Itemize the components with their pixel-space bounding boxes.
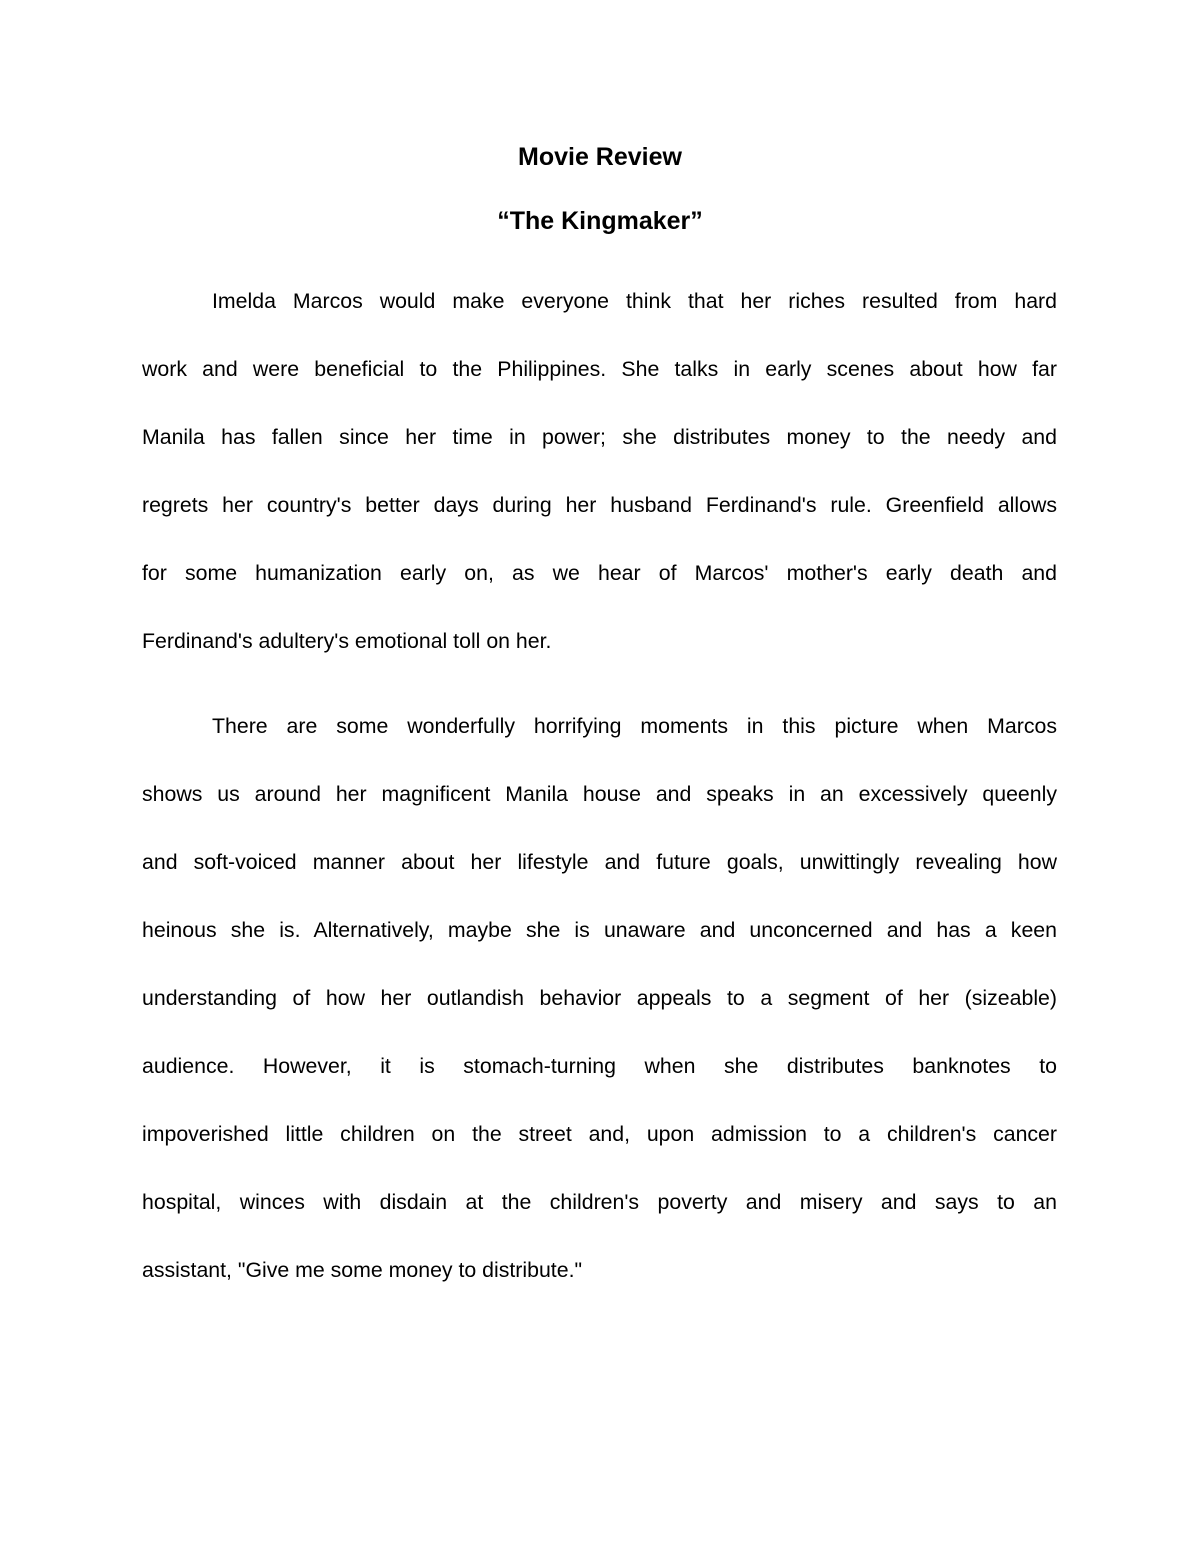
paragraph-2 [142,711,1057,1323]
document-title: Movie Review [518,143,682,171]
paragraph-line: Ferdinand's adultery's emotional toll on her. [142,629,552,653]
paragraph-line: Imelda Marcos would make everyone think that her riches resulted from hard [212,289,1057,313]
paragraph-line: audience. However, it is stomach-turning when she distributes banknotes to [142,1054,1057,1078]
paragraph-line: hospital, winces with disdain at the children's poverty and misery and says to an [142,1190,1057,1214]
paragraph-line: work and were beneficial to the Philippines. She talks in early scenes about how far [142,357,1057,381]
paragraph-line: assistant, "Give me some money to distribute." [142,1258,583,1282]
paragraph-line: understanding of how her outlandish behavior appeals to a segment of her (sizeable) [142,986,1057,1010]
paragraph-line: and soft-voiced manner about her lifestyle and future goals, unwittingly revealing how [142,850,1057,874]
paragraph-line: impoverished little children on the street and, upon admission to a children's cancer [142,1122,1057,1146]
paragraph-line: Manila has fallen since her time in power; she distributes money to the needy and [142,425,1057,449]
paragraph-line: for some humanization early on, as we hear of Marcos' mother's early death and [142,561,1057,585]
document-subtitle: “The Kingmaker” [497,207,703,235]
paragraph-line: regrets her country's better days during her husband Ferdinand's rule. Greenfield allows [142,493,1057,517]
paragraph-line: shows us around her magnificent Manila house and speaks in an excessively queenly [142,782,1057,806]
paragraph-line: heinous she is. Alternatively, maybe she is unaware and unconcerned and has a keen [142,918,1057,942]
paragraph-1 [142,286,1057,694]
paragraph-line: There are some wonderfully horrifying moments in this picture when Marcos [212,714,1057,738]
